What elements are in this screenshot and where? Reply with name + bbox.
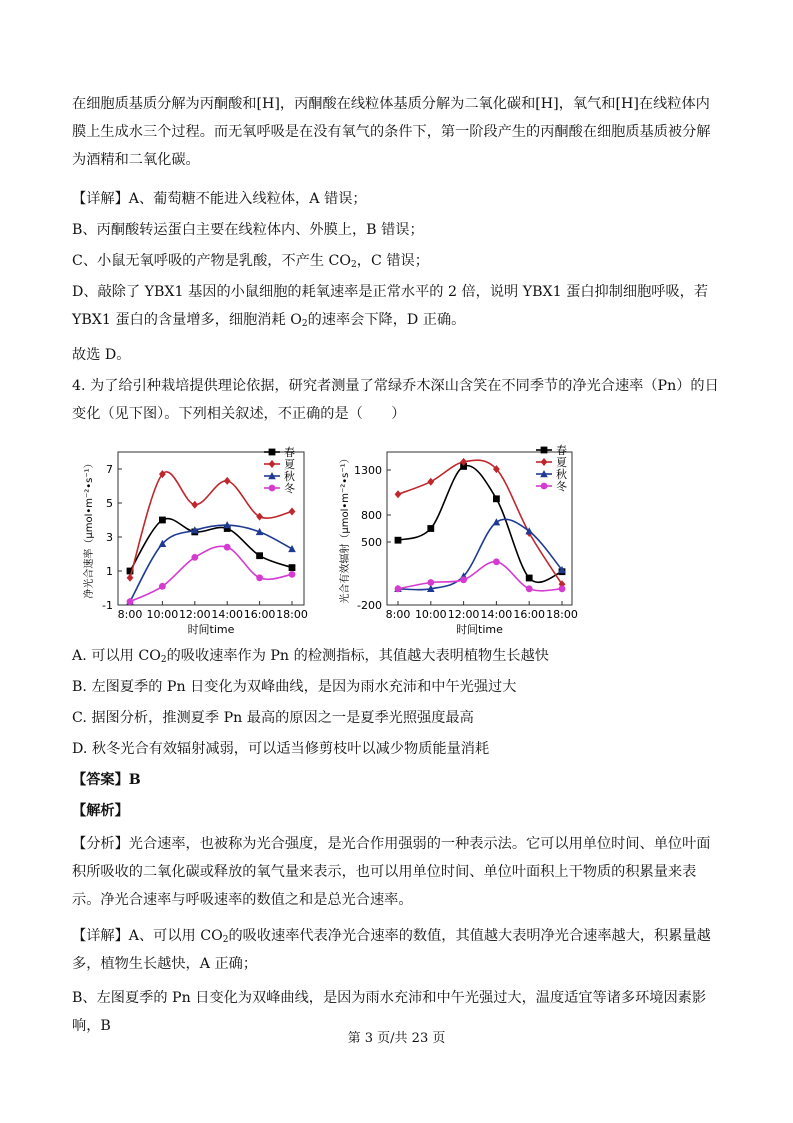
legend-label: 冬 — [556, 480, 567, 493]
option-a-post: 的吸收速率作为 Pn 的检测指标，其值越大表明植物生长越快 — [166, 648, 549, 664]
legend-marker — [269, 449, 276, 456]
y-tick-label: 500 — [361, 536, 382, 549]
analysis-detail-a — [72, 922, 722, 978]
x-tick-label: 12:00 — [447, 608, 480, 621]
legend-label: 秋 — [556, 468, 567, 481]
data-point — [288, 545, 296, 552]
detail-c-sub: 2 — [351, 260, 357, 270]
analysis-heading: 【解析】 — [72, 803, 129, 819]
data-point — [526, 575, 533, 582]
data-point — [256, 513, 263, 521]
option-c: C. 据图分析，推测夏季 Pn 最高的原因之一是夏季光照强度最高 — [72, 710, 474, 726]
data-point — [427, 478, 434, 486]
legend-label: 春 — [284, 446, 295, 459]
data-point — [289, 571, 296, 578]
y-axis-label: 净光合速率（μmol•m⁻²•s⁻¹） — [84, 458, 95, 599]
detail-c-post: ，C 错误； — [356, 253, 429, 269]
x-tick-label: 14:00 — [211, 608, 244, 621]
page-footer: 第 3 页/共 23 页 — [347, 1031, 446, 1046]
y-tick-label: -1 — [102, 599, 113, 612]
option-a-pre: A. 可以用 CO — [72, 648, 161, 664]
analysis-detail-a-sub: 2 — [222, 935, 229, 945]
data-point — [559, 585, 566, 592]
legend-label: 夏 — [284, 458, 295, 471]
analysis-detail-a-post: 的吸收速率代表净光合速率的数值，其值越大表明净光合速率越大，积累量越多，植物生长越快，A 正确； — [72, 928, 711, 972]
legend-marker — [541, 447, 548, 454]
data-point — [289, 564, 296, 571]
series-line-3 — [398, 562, 562, 591]
x-axis-label: 时间time — [456, 623, 503, 636]
y-tick-label: 1300 — [354, 464, 382, 477]
chart-left — [76, 442, 316, 637]
x-tick-label: 18:00 — [276, 608, 308, 621]
detail-d-pre: D、敲除了 YBX1 基因的小鼠细胞的耗氧速率是正常水平的 2 倍，说明 YBX1 蛋白抑制细胞呼吸，若 YBX1 蛋白的含量增多，细胞消耗 O — [72, 284, 709, 328]
series-line-0 — [398, 466, 562, 583]
legend-marker — [541, 458, 548, 466]
option-d: D. 秋冬光合有效辐射减弱，可以适当修剪枝叶以减少物质能量消耗 — [72, 741, 490, 757]
y-tick-label: 7 — [106, 463, 113, 476]
y-axis-label: 光合有效辐射（μmol•m⁻²•s⁻¹） — [340, 453, 351, 604]
data-point — [224, 477, 231, 485]
answer: 【答案】B — [72, 772, 141, 788]
data-point — [256, 574, 263, 581]
series-line-2 — [398, 519, 562, 589]
x-axis-label: 时间time — [187, 623, 235, 636]
data-point — [127, 574, 134, 582]
choice-d: 故选 D。 — [72, 347, 131, 363]
legend-label: 夏 — [556, 456, 567, 469]
legend-label: 冬 — [284, 482, 295, 495]
option-b: B. 左图夏季的 Pn 日变化为双峰曲线，是因为雨水充沛和中午光强过大 — [72, 679, 517, 695]
data-point — [224, 544, 231, 551]
data-point — [127, 598, 134, 605]
x-tick-label: 14:00 — [480, 608, 513, 621]
data-point — [493, 558, 500, 565]
data-point — [460, 576, 467, 583]
data-point — [395, 490, 402, 498]
option-a-sub: 2 — [160, 655, 167, 665]
x-tick-label: 16:00 — [243, 608, 276, 621]
data-point — [289, 508, 296, 516]
analysis-fenxi: 【分析】光合速率，也被称为光合强度，是光合作用强弱的一种表示法。它可以用单位时间、单位叶面积所吸收的二氧化碳或释放的氧气量来表示，也可以用单位时间、单位叶面积上干物质的积累量来表示。净光合速率与呼吸速率的数值之和是总光合速率。 — [72, 836, 711, 908]
detail-a: 【详解】A、葡萄糖不能进入线粒体，A 错误； — [72, 191, 367, 207]
data-point — [159, 517, 166, 524]
option-a — [72, 642, 722, 670]
x-tick-label: 8:00 — [117, 608, 143, 621]
legend-marker — [269, 460, 276, 468]
legend-marker — [269, 485, 276, 492]
data-point — [427, 525, 434, 532]
detail-c — [72, 247, 722, 275]
x-tick-label: 10:00 — [146, 608, 179, 621]
x-tick-label: 10:00 — [414, 608, 447, 621]
x-tick-label: 8:00 — [385, 608, 411, 621]
y-tick-label: -200 — [357, 599, 382, 612]
x-tick-label: 16:00 — [513, 608, 546, 621]
detail-d — [72, 278, 722, 334]
question-4: 4. 为了给引种栽培提供理论依据，研究者测量了常绿乔木深山含笑在不同季节的净光合速率（Pn）的日变化（见下图）。下列相关叙述，不正确的是（ ） — [72, 378, 719, 422]
data-point — [395, 585, 402, 592]
data-point — [427, 579, 434, 586]
detail-b: B、丙酮酸转运蛋白主要在线粒体内、外膜上，B 错误； — [72, 222, 424, 238]
legend-marker — [541, 483, 548, 490]
series-line-1 — [398, 460, 562, 584]
data-point — [256, 552, 263, 559]
data-point — [395, 537, 402, 544]
data-point — [493, 518, 501, 525]
y-tick-label: 5 — [106, 497, 113, 510]
chart-right — [334, 442, 584, 637]
data-point — [526, 585, 533, 592]
analysis-detail-a-pre: 【详解】A、可以用 CO — [72, 928, 223, 944]
data-point — [191, 501, 198, 509]
detail-d-sub: 2 — [301, 319, 308, 329]
data-point — [159, 583, 166, 590]
analysis-detail-b: B、左图夏季的 Pn 日变化为双峰曲线，是因为雨水充沛和中午光强过大，温度适宜等诸多环境因素影响，B — [72, 990, 707, 1034]
data-point — [493, 495, 500, 502]
legend-label: 春 — [556, 444, 567, 457]
paragraph-continuation: 在细胞质基质分解为丙酮酸和[H]，丙酮酸在线粒体基质分解为二氧化碳和[H]，氧气和[H]在线粒体内膜上生成水三个过程。而无氧呼吸是在没有氧气的条件下，第一阶段产生的丙酮酸在细胞质基质被分解为酒精和二氧化碳。 — [72, 96, 711, 168]
x-tick-label: 18:00 — [546, 608, 578, 621]
y-tick-label: 800 — [361, 509, 382, 522]
detail-c-pre: C、小鼠无氧呼吸的产物是乳酸，不产生 CO — [72, 253, 352, 269]
y-tick-label: 1 — [106, 565, 113, 578]
y-tick-label: 3 — [106, 531, 113, 544]
data-point — [191, 554, 198, 561]
x-tick-label: 12:00 — [178, 608, 211, 621]
legend-label: 秋 — [284, 470, 295, 483]
detail-d-post: 的速率会下降，D 正确。 — [307, 312, 466, 328]
